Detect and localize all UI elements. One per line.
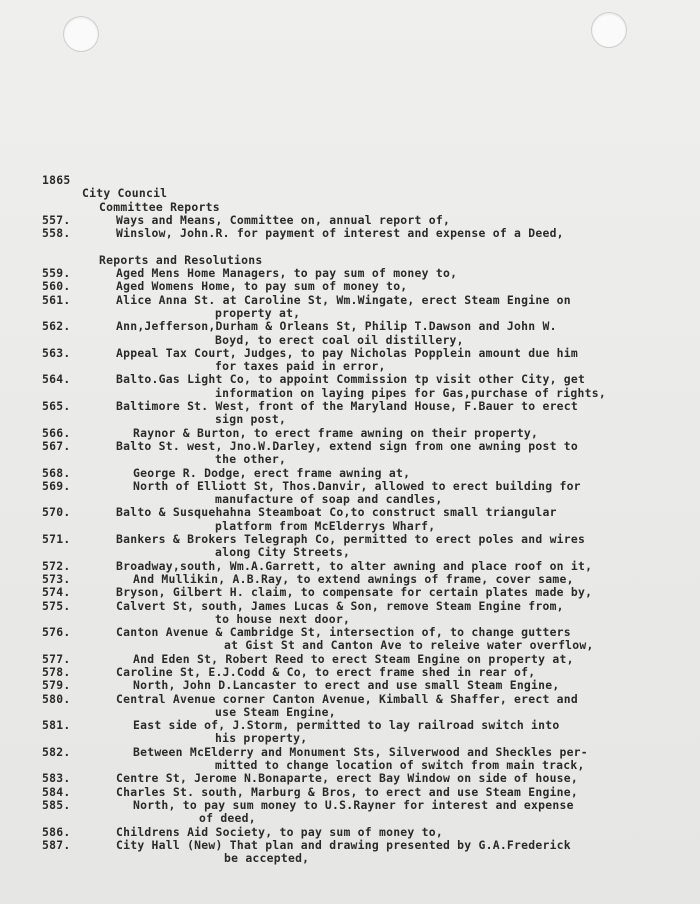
entry-line xyxy=(0,639,700,652)
index-content xyxy=(0,174,700,865)
entry-number: 574. xyxy=(42,585,71,600)
entry-line xyxy=(0,626,700,639)
entry-line xyxy=(0,347,700,360)
entry-text: And Eden St, Robert Reed to erect Steam Engine on property at, xyxy=(133,651,574,666)
entry-line xyxy=(0,613,700,626)
entry-text: Canton Avenue & Cambridge St, intersection of, to change gutters xyxy=(116,625,571,640)
entry-continuation: along City Streets, xyxy=(215,545,351,560)
entry-number: 565. xyxy=(42,399,71,414)
entry-continuation: of deed, xyxy=(199,811,256,826)
entry-text: East side of, J.Storm, permitted to lay railroad switch into xyxy=(133,718,560,733)
entry-line xyxy=(0,360,700,373)
entry-continuation: at Gist St and Canton Ave to releive water overflow, xyxy=(224,638,594,653)
entry-text: Baltimore St. West, front of the Maryland House, F.Bauer to erect xyxy=(116,399,579,414)
entry-number: 580. xyxy=(42,691,71,706)
entries-list xyxy=(0,267,700,865)
entry-line xyxy=(0,560,700,573)
entry-continuation: mitted to change location of switch from main track, xyxy=(215,758,585,773)
entry-line xyxy=(0,440,700,453)
entry-line xyxy=(0,746,700,759)
entry-line xyxy=(0,826,700,839)
entry-text: Aged Mens Home Managers, to pay sum of money to, xyxy=(116,266,458,281)
entry-text: Ann,Jefferson,Durham & Orleans St, Philip T.Dawson and John W. xyxy=(116,319,557,334)
entry-text: Balto.Gas Light Co, to appoint Commission tp visit other City, get xyxy=(116,372,586,387)
entry-line xyxy=(0,732,700,745)
entry-line xyxy=(0,693,700,706)
entry-text: Central Avenue corner Canton Avenue, Kimball & Shaffer, erect and xyxy=(116,691,579,706)
entry-line xyxy=(0,400,700,413)
entry-line xyxy=(0,759,700,772)
year-label: 1865 xyxy=(42,173,71,187)
entry-continuation: platform from McElderrys Wharf, xyxy=(215,518,436,533)
entry-number: 576. xyxy=(42,625,71,640)
entry-line xyxy=(0,520,700,533)
entry-continuation: manufacture of soap and candles, xyxy=(215,492,443,507)
entry-continuation: property at, xyxy=(215,305,301,320)
entry-continuation: his property, xyxy=(215,731,308,746)
entry-text: City Hall (New) That plan and drawing presented by G.A.Frederick xyxy=(116,837,571,852)
entry-text: Broadway,south, Wm.A.Garrett, to alter awning and place roof on it, xyxy=(116,558,593,573)
entry-number: 566. xyxy=(42,425,71,440)
entry-line xyxy=(0,719,700,732)
entry-line xyxy=(0,427,700,440)
entry-text: Aged Womens Home, to pay sum of money to, xyxy=(116,279,408,294)
section-heading: City Council xyxy=(82,186,168,201)
entry-line xyxy=(0,480,700,493)
entry-text: Between McElderry and Monument Sts, Silverwood and Sheckles per- xyxy=(133,744,588,759)
entry-text: Bryson, Gilbert H. claim, to compensate for certain plates made by, xyxy=(116,585,593,600)
entry-number: 581. xyxy=(42,718,71,733)
entry-number: 561. xyxy=(42,292,71,307)
entry-line xyxy=(0,546,700,559)
entry-line xyxy=(0,280,700,293)
entry-number: 587. xyxy=(42,837,71,852)
entry-line xyxy=(0,493,700,506)
entry-continuation: use Steam Engine, xyxy=(215,704,336,719)
entry-number: 569. xyxy=(42,478,71,493)
entry-text: North, to pay sum money to U.S.Rayner for interest and expense xyxy=(133,797,574,812)
entry-number: 560. xyxy=(42,279,71,294)
entry-text: Raynor & Burton, to erect frame awning on their property, xyxy=(133,425,539,440)
entry-continuation: information on laying pipes for Gas,purchase of rights, xyxy=(215,385,606,400)
entry-number: 559. xyxy=(42,266,71,281)
entry-line xyxy=(0,227,700,240)
entry-continuation: sign post, xyxy=(215,412,287,427)
entry-text: Balto St. west, Jno.W.Darley, extend sign from one awning post to xyxy=(116,438,579,453)
entry-number: 567. xyxy=(42,438,71,453)
entry-line xyxy=(0,294,700,307)
entry-text: Childrens Aid Society, to pay sum of money to, xyxy=(116,824,443,839)
entry-line xyxy=(0,772,700,785)
entry-number: 568. xyxy=(42,465,71,480)
entry-number: 570. xyxy=(42,505,71,520)
entry-continuation: Boyd, to erect coal oil distillery, xyxy=(215,332,464,347)
entry-continuation: be accepted, xyxy=(224,851,310,866)
entry-number: 577. xyxy=(42,651,71,666)
entry-number: 564. xyxy=(42,372,71,387)
committee-heading: Committee Reports xyxy=(99,199,220,214)
entry-continuation: to house next door, xyxy=(215,611,351,626)
entry-text: North of Elliott St, Thos.Danvir, allowed to erect building for xyxy=(133,478,581,493)
entry-number: 579. xyxy=(42,678,71,693)
entry-line xyxy=(0,839,700,852)
entry-text: Charles St. south, Marburg & Bros, to erect and use Steam Engine, xyxy=(116,784,579,799)
entry-line xyxy=(0,586,700,599)
entry-text: Ways and Means, Committee on, annual report of, xyxy=(116,212,451,227)
entry-number: 584. xyxy=(42,784,71,799)
punch-hole-right xyxy=(591,12,627,48)
entry-line xyxy=(0,786,700,799)
entry-number: 585. xyxy=(42,797,71,812)
entry-line xyxy=(0,214,700,227)
entry-line xyxy=(0,852,700,865)
entry-number: 586. xyxy=(42,824,71,839)
reports-heading: Reports and Resolutions xyxy=(99,252,263,267)
entry-line xyxy=(0,653,700,666)
entry-number: 573. xyxy=(42,571,71,586)
entry-continuation: the other, xyxy=(215,452,287,467)
entry-line xyxy=(0,334,700,347)
entry-line xyxy=(0,666,700,679)
entry-line xyxy=(0,679,700,692)
entry-number: 575. xyxy=(42,598,71,613)
entry-number: 571. xyxy=(42,532,71,547)
entry-number: 578. xyxy=(42,664,71,679)
entry-line xyxy=(0,453,700,466)
entry-text: Winslow, John.R. for payment of interest and expense of a Deed, xyxy=(116,226,564,241)
entry-text: And Mullikin, A.B.Ray, to extend awnings of frame, cover same, xyxy=(133,571,574,586)
entry-number: 582. xyxy=(42,744,71,759)
entry-line xyxy=(0,799,700,812)
entry-line xyxy=(0,307,700,320)
punch-hole-left xyxy=(63,16,99,52)
entry-number: 557. xyxy=(42,212,71,227)
entry-line xyxy=(0,573,700,586)
entry-text: Caroline St, E.J.Codd & Co, to erect frame shed in rear of, xyxy=(116,664,536,679)
entry-text: Alice Anna St. at Caroline St, Wm.Wingate, erect Steam Engine on xyxy=(116,292,571,307)
committee-list xyxy=(0,214,700,241)
entry-text: Balto & Susquehahna Steamboat Co,to construct small triangular xyxy=(116,505,557,520)
entry-line xyxy=(0,373,700,386)
entry-line xyxy=(0,387,700,400)
entry-line xyxy=(0,706,700,719)
entry-continuation: for taxes paid in error, xyxy=(215,359,386,374)
entry-number: 563. xyxy=(42,345,71,360)
entry-number: 572. xyxy=(42,558,71,573)
entry-number: 562. xyxy=(42,319,71,334)
entry-line xyxy=(0,467,700,480)
entry-line xyxy=(0,533,700,546)
entry-line xyxy=(0,812,700,825)
entry-line xyxy=(0,267,700,280)
entry-text: Appeal Tax Court, Judges, to pay Nicholas Popplein amount due him xyxy=(116,345,579,360)
entry-line xyxy=(0,600,700,613)
entry-line xyxy=(0,506,700,519)
entry-text: North, John D.Lancaster to erect and use small Steam Engine, xyxy=(133,678,560,693)
entry-text: Bankers & Brokers Telegraph Co, permitted to erect poles and wires xyxy=(116,532,586,547)
entry-line xyxy=(0,320,700,333)
entry-number: 583. xyxy=(42,771,71,786)
entry-text: Calvert St, south, James Lucas & Son, remove Steam Engine from, xyxy=(116,598,564,613)
entry-text: George R. Dodge, erect frame awning at, xyxy=(133,465,411,480)
entry-text: Centre St, Jerome N.Bonaparte, erect Bay Window on side of house, xyxy=(116,771,579,786)
entry-number: 558. xyxy=(42,226,71,241)
entry-line xyxy=(0,413,700,426)
